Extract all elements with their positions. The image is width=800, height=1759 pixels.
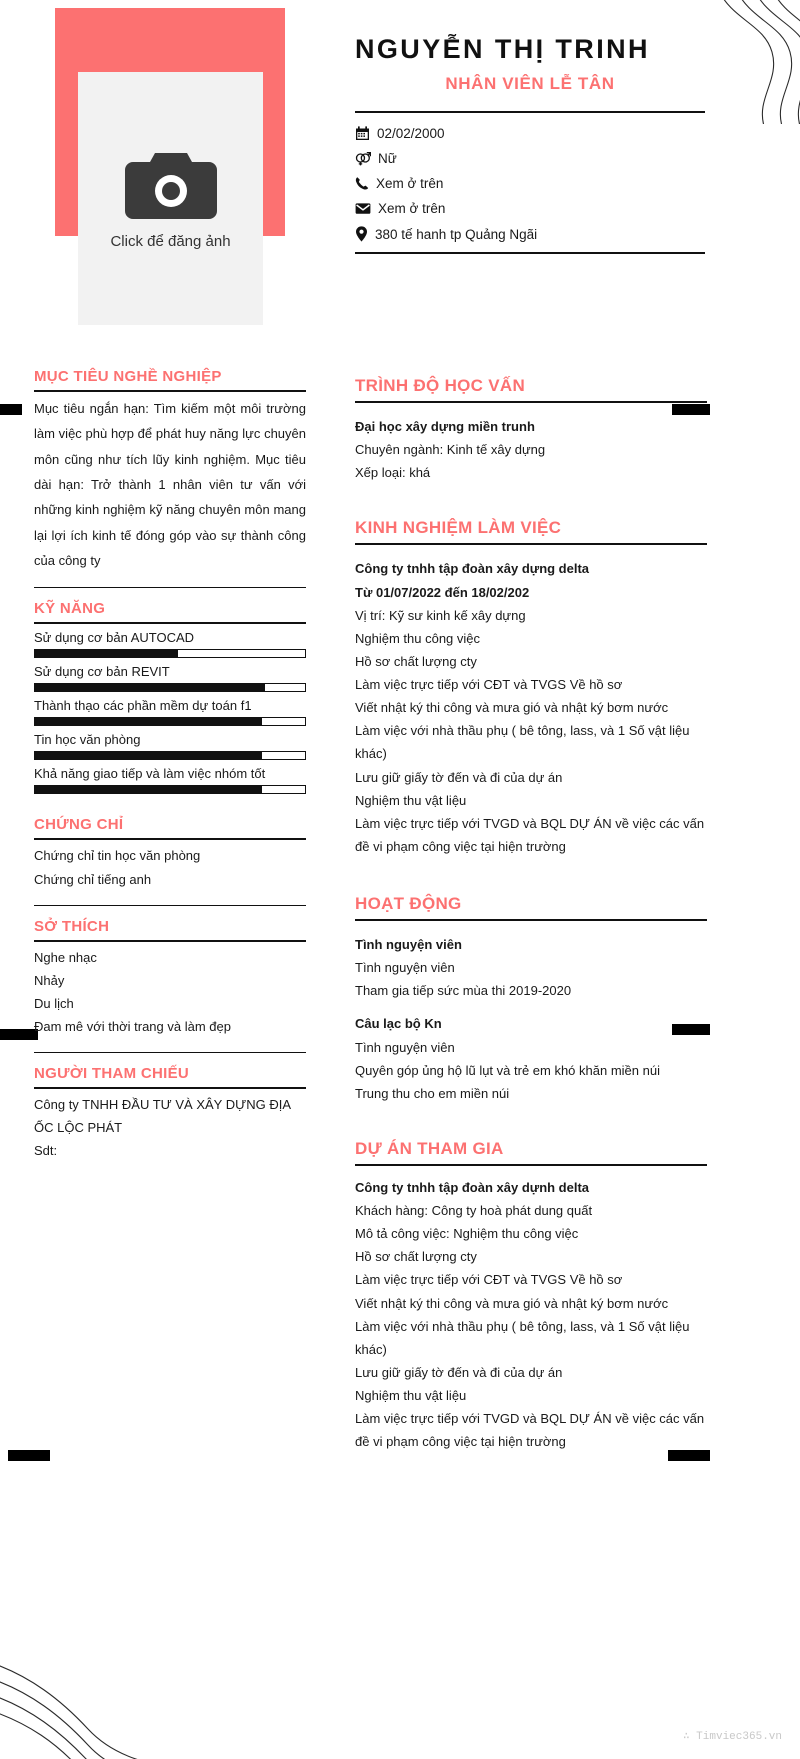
job-title: NHÂN VIÊN LỄ TÂN (445, 74, 615, 94)
contact-list (355, 126, 705, 242)
section-activities (355, 872, 707, 1105)
skill-progress-bar (34, 717, 306, 726)
page-title: NGUYỄN THỊ TRINH (355, 34, 650, 64)
project-line: Làm việc với nhà thầu phụ ( bê tông, lass, và 1 Số vật liệu khác) (355, 1318, 690, 1357)
skill-label: Sử dụng cơ bản REVIT (34, 664, 170, 680)
project-line: Làm việc trực tiếp với TVGD và BQL DỰ ÁN về việc các vấn đề vi phạm công việc tại hiện trường (355, 1411, 705, 1450)
contact-item-gender (355, 151, 705, 166)
header-divider-top (355, 111, 705, 113)
wave-decoration-bottom-left (0, 1633, 222, 1759)
experience-line: Viết nhật ký thi công và mưa gió và nhật ký bơm nước (355, 700, 669, 716)
section-objective (34, 368, 306, 573)
section-title-activities: HOẠT ĐỘNG (355, 894, 462, 913)
education-line: Xếp loại: khá (355, 465, 431, 481)
header (355, 34, 705, 254)
section-title-objective: MỤC TIÊU NGHỀ NGHIỆP (34, 368, 222, 385)
camera-icon (125, 147, 217, 219)
section-certificates (34, 808, 306, 890)
section-skills (34, 588, 306, 794)
experience-line: Nghiệm thu công việc (355, 630, 481, 646)
contact-value-address: 380 tế hanh tp Quảng Ngãi (375, 226, 538, 242)
project-line: Nghiệm thu vật liệu (355, 1388, 467, 1403)
accent-block-left-bottom (8, 1450, 50, 1461)
skill-item (34, 692, 306, 726)
section-experience (355, 498, 707, 858)
contact-value-email: Xem ở trên (378, 201, 446, 217)
gender-icon (355, 151, 371, 166)
reference-line: Công ty TNHH ĐẦU TƯ VÀ XÂY DỰNG ĐỊA ỐC LỘC PHÁT (34, 1097, 291, 1136)
project-line: Làm việc trực tiếp với CĐT và TVGS Về hồ sơ (355, 1272, 623, 1288)
skill-progress-bar (34, 649, 306, 658)
header-divider-bottom (355, 252, 705, 254)
activity-heading: Tình nguyện viên (355, 937, 462, 952)
accent-block-left-top (0, 404, 22, 415)
contact-value-phone: Xem ở trên (376, 176, 444, 192)
skill-item (34, 760, 306, 794)
section-education (355, 376, 707, 484)
activity-line: Tham gia tiếp sức mùa thi 2019-2020 (355, 983, 572, 999)
contact-item-birthdate (355, 126, 705, 141)
project-line: Khách hàng: Công ty hoà phát dung quất (355, 1203, 593, 1218)
activity-line: Tình nguyện viên (355, 1039, 455, 1055)
envelope-icon (355, 202, 371, 215)
experience-line: Hồ sơ chất lượng cty (355, 653, 477, 669)
section-reference (34, 1053, 306, 1162)
certificate-item: Chứng chỉ tiếng anh (34, 871, 152, 887)
location-pin-icon (355, 226, 368, 242)
skill-item (34, 726, 306, 760)
left-column (34, 368, 306, 1177)
section-title-reference: NGƯỜI THAM CHIẾU (34, 1065, 190, 1083)
contact-item-email (355, 201, 705, 216)
contact-value-gender: Nữ (378, 151, 397, 167)
project-company: Công ty tnhh tập đoàn xây dựnh delta (355, 1179, 590, 1195)
section-title-education: TRÌNH ĐỘ HỌC VẤN (355, 376, 526, 395)
section-hobbies (34, 906, 306, 1039)
skill-progress-bar (34, 751, 306, 760)
hobby-item: Nhảy (34, 972, 65, 988)
section-title-projects: DỰ ÁN THAM GIA (355, 1138, 504, 1158)
skill-progress-bar (34, 785, 306, 794)
experience-company: Công ty tnhh tập đoàn xây dựng delta (355, 561, 590, 577)
photo-upload-placeholder[interactable] (78, 72, 263, 325)
experience-line: Vị trí: Kỹ sư kinh kế xây dựng (355, 607, 526, 623)
skill-item (34, 624, 306, 658)
section-projects (355, 1119, 707, 1454)
footer-watermark: ∴ Timviec365.vn (682, 1731, 782, 1743)
section-title-hobbies: SỞ THÍCH (34, 917, 110, 935)
skill-label: Thành thạo các phần mềm dự toán f1 (34, 698, 252, 714)
activity-line: Trung thu cho em miền núi (355, 1085, 510, 1101)
skill-progress-bar (34, 683, 306, 692)
objective-text: Mục tiêu ngắn hạn: Tìm kiếm một môi trường làm việc phù hợp để phát huy năng lực chuyên môn cũng như tích lũy kinh nghiệm. Mục tiêu dài hạn: Trở thành 1 nhân viên tư vấn với những kinh nghiệm kỹ năng chuyên môn mang lại lợi ích kinh tế đóng góp vào sự thành công của công ty (34, 401, 306, 569)
skill-label: Tin học văn phòng (34, 732, 141, 748)
section-title-experience: KINH NGHIỆM LÀM VIỆC (355, 518, 562, 538)
project-line: Mô tả công việc: Nghiệm thu công việc (355, 1226, 579, 1242)
certificate-item: Chứng chỉ tin học văn phòng (34, 848, 201, 864)
skill-item (34, 658, 306, 692)
experience-line: Làm việc với nhà thầu phụ ( bê tông, lass, và 1 Số vật liệu khác) (355, 723, 690, 762)
hobby-item: Đam mê với thời trang và làm đẹp (34, 1019, 231, 1035)
hobby-item: Du lịch (34, 995, 74, 1011)
section-title-certificates: CHỨNG CHỈ (34, 816, 124, 834)
skill-label: Khả năng giao tiếp và làm việc nhóm tốt (34, 766, 266, 782)
project-line: Hồ sơ chất lượng cty (355, 1249, 477, 1265)
experience-line: Lưu giữ giấy tờ đến và đi của dự án (355, 769, 563, 785)
education-line: Chuyên ngành: Kinh tế xây dựng (355, 442, 546, 458)
project-line: Viết nhật ký thi công và mưa gió và nhật ký bơm nước (355, 1295, 669, 1311)
experience-period: Từ 01/07/2022 đến 18/02/202 (355, 584, 530, 600)
phone-icon (355, 176, 369, 191)
activity-line: Quyên góp ủng hộ lũ lụt và trẻ em khó khăn miền núi (355, 1062, 660, 1078)
project-line: Lưu giữ giấy tờ đến và đi của dự án (355, 1364, 563, 1380)
hobby-item: Nghe nhạc (34, 949, 97, 965)
education-school: Đại học xây dựng miền trunh (355, 419, 535, 434)
accent-block-left-middle (0, 1029, 38, 1040)
photo-upload-label: Click để đăng ảnh (110, 233, 231, 250)
calendar-icon (355, 126, 370, 141)
contact-value-birthdate: 02/02/2000 (377, 126, 445, 142)
right-column (355, 376, 707, 1467)
experience-line: Làm việc trực tiếp với TVGD và BQL DỰ ÁN về việc các vấn đề vi phạm công việc tại hiện trường (355, 815, 705, 854)
experience-line: Làm việc trực tiếp với CĐT và TVGS Về hồ sơ (355, 677, 623, 692)
contact-item-phone (355, 176, 705, 191)
section-title-skills: KỸ NĂNG (34, 600, 106, 618)
reference-line: Sdt: (34, 1143, 58, 1159)
skill-label: Sử dụng cơ bản AUTOCAD (34, 630, 195, 646)
experience-line: Nghiệm thu vật liệu (355, 792, 467, 808)
activity-line: Tình nguyện viên (355, 960, 455, 976)
contact-item-address (355, 226, 705, 242)
activity-heading: Câu lạc bộ Kn (355, 1016, 442, 1032)
